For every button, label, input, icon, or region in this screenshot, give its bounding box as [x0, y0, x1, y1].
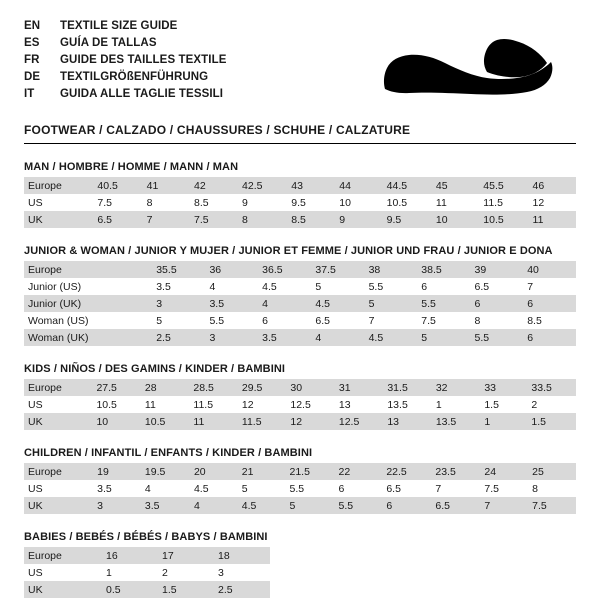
size-cell: 35.5	[152, 261, 205, 278]
language-row	[24, 69, 227, 85]
size-cell: 29.5	[238, 379, 286, 396]
table-row	[24, 413, 576, 430]
section-title: MAN / HOMBRE / HOMME / MANN / MAN	[24, 161, 239, 173]
size-cell: 30	[286, 379, 334, 396]
table-row	[24, 211, 576, 228]
size-cell: 38.5	[417, 261, 470, 278]
size-cell: 5	[365, 295, 418, 312]
size-cell: 31	[335, 379, 383, 396]
section-title: CHILDREN / INFANTIL / ENFANTS / KINDER / BAMBINI	[24, 447, 313, 459]
row-label: Europe	[24, 463, 93, 480]
size-cell: 11	[529, 211, 576, 228]
size-cell: 42.5	[238, 177, 287, 194]
size-cell: 32	[432, 379, 480, 396]
size-cell: 3	[205, 329, 258, 346]
size-cell	[101, 312, 152, 329]
dress-shoe-icon	[379, 32, 554, 107]
size-cell: 4	[190, 497, 238, 514]
size-table	[24, 463, 576, 514]
size-table	[24, 379, 576, 430]
size-cell: 4.5	[238, 497, 286, 514]
size-cell: 25	[528, 463, 576, 480]
size-cell: 9.5	[287, 194, 335, 211]
size-cell: 28.5	[189, 379, 237, 396]
language-row	[24, 35, 227, 51]
size-cell: 43	[287, 177, 335, 194]
size-cell: 6	[417, 278, 470, 295]
language-code: EN	[24, 20, 41, 32]
size-cell: 6	[335, 480, 383, 497]
category-title: FOOTWEAR / CALZADO / CHAUSSURES / SCHUHE / CALZATURE	[24, 123, 411, 137]
size-cell: 23.5	[431, 463, 480, 480]
size-cell: 7	[431, 480, 480, 497]
size-cell: 5	[417, 329, 470, 346]
size-cell: 44.5	[383, 177, 432, 194]
size-cell: 36	[205, 261, 258, 278]
size-cell: 41	[143, 177, 190, 194]
size-cell: 4	[311, 329, 364, 346]
size-cell: 8.5	[523, 312, 576, 329]
language-code: DE	[24, 71, 41, 83]
size-table	[24, 261, 576, 346]
size-cell: 33	[480, 379, 527, 396]
size-cell: 6	[471, 295, 524, 312]
size-cell	[101, 329, 152, 346]
size-cell: 10	[335, 194, 382, 211]
size-cell: 13	[335, 396, 383, 413]
size-cell: 5.5	[205, 312, 258, 329]
size-cell: 4.5	[365, 329, 418, 346]
row-label: Junior (UK)	[24, 295, 101, 312]
size-cell: 8	[143, 194, 190, 211]
size-cell: 6	[382, 497, 431, 514]
size-cell: 10	[432, 211, 479, 228]
size-cell: 7.5	[93, 194, 142, 211]
size-cell: 1.5	[158, 581, 214, 598]
size-cell: 31.5	[383, 379, 431, 396]
size-cell: 44	[335, 177, 382, 194]
size-cell: 4.5	[258, 278, 311, 295]
size-cell: 8.5	[190, 194, 238, 211]
size-cell: 9.5	[383, 211, 432, 228]
size-cell: 6.5	[311, 312, 364, 329]
size-cell: 42	[190, 177, 238, 194]
table-row	[24, 396, 576, 413]
size-cell: 5.5	[335, 497, 383, 514]
table-row	[24, 480, 576, 497]
size-cell: 28	[141, 379, 189, 396]
size-cell: 1	[102, 564, 158, 581]
row-label: Woman (UK)	[24, 329, 101, 346]
language-code: ES	[24, 37, 40, 49]
size-cell: 10	[92, 413, 140, 430]
size-cell: 27.5	[92, 379, 140, 396]
size-cell: 7	[365, 312, 418, 329]
size-cell: 7.5	[528, 497, 576, 514]
size-cell: 3	[93, 497, 141, 514]
size-cell: 4	[205, 278, 258, 295]
size-cell: 1	[480, 413, 527, 430]
size-cell: 7.5	[417, 312, 470, 329]
size-cell: 21.5	[286, 463, 335, 480]
size-cell: 2.5	[152, 329, 205, 346]
size-cell: 4.5	[190, 480, 238, 497]
row-label: Europe	[24, 177, 93, 194]
size-cell: 8	[528, 480, 576, 497]
table-row	[24, 177, 576, 194]
size-cell: 6	[523, 329, 576, 346]
size-cell: 12	[286, 413, 334, 430]
size-cell: 2	[158, 564, 214, 581]
size-cell: 4	[141, 480, 190, 497]
size-cell: 5.5	[286, 480, 335, 497]
size-cell: 12.5	[286, 396, 334, 413]
size-cell: 10.5	[479, 211, 528, 228]
size-cell: 12	[529, 194, 576, 211]
size-cell	[101, 278, 152, 295]
size-cell: 9	[335, 211, 382, 228]
size-cell: 6	[258, 312, 311, 329]
size-cell: 45	[432, 177, 479, 194]
size-cell: 7.5	[190, 211, 238, 228]
size-cell: 38	[365, 261, 418, 278]
row-label: UK	[24, 581, 102, 598]
language-title: GUIDE DES TAILLES TEXTILE	[60, 54, 227, 66]
size-section	[24, 161, 576, 228]
size-cell: 5	[311, 278, 364, 295]
language-title: GUÍA DE TALLAS	[60, 37, 157, 49]
table-row	[24, 497, 576, 514]
row-label: Junior (US)	[24, 278, 101, 295]
row-label: UK	[24, 413, 92, 430]
table-row	[24, 564, 270, 581]
size-cell: 2.5	[214, 581, 270, 598]
size-cell: 1	[432, 396, 480, 413]
size-cell: 17	[158, 547, 214, 564]
size-section	[24, 447, 576, 514]
language-title-list	[24, 18, 227, 102]
size-cell: 6.5	[93, 211, 142, 228]
size-cell: 40.5	[93, 177, 142, 194]
row-label: US	[24, 396, 92, 413]
size-cell: 11	[189, 413, 237, 430]
size-cell: 7	[523, 278, 576, 295]
size-cell: 36.5	[258, 261, 311, 278]
size-cell	[101, 295, 152, 312]
size-cell: 5.5	[471, 329, 524, 346]
size-cell: 45.5	[479, 177, 528, 194]
language-row	[24, 52, 227, 68]
size-cell: 10.5	[92, 396, 140, 413]
header-divider	[24, 143, 576, 144]
size-cell: 10.5	[141, 413, 189, 430]
size-cell: 11	[141, 396, 189, 413]
row-label: US	[24, 480, 93, 497]
size-cell: 3	[152, 295, 205, 312]
size-tables-container	[24, 161, 576, 598]
size-cell: 10.5	[383, 194, 432, 211]
size-cell: 3.5	[205, 295, 258, 312]
language-code: FR	[24, 54, 40, 66]
size-cell: 11.5	[238, 413, 286, 430]
row-label: Woman (US)	[24, 312, 101, 329]
language-row	[24, 86, 227, 102]
section-title: KIDS / NIÑOS / DES GAMINS / KINDER / BAMBINI	[24, 363, 286, 375]
row-label: US	[24, 564, 102, 581]
table-row	[24, 295, 576, 312]
size-cell: 12	[238, 396, 286, 413]
size-cell: 3.5	[93, 480, 141, 497]
size-cell: 3.5	[258, 329, 311, 346]
size-cell: 7	[143, 211, 190, 228]
size-cell: 3	[214, 564, 270, 581]
size-cell: 7	[480, 497, 528, 514]
size-cell: 11.5	[479, 194, 528, 211]
size-cell: 9	[238, 194, 287, 211]
size-cell: 20	[190, 463, 238, 480]
size-section	[24, 245, 576, 346]
size-table	[24, 547, 270, 598]
language-code: IT	[24, 88, 35, 100]
row-label: Europe	[24, 379, 92, 396]
size-cell: 13.5	[383, 396, 431, 413]
size-cell: 8	[238, 211, 287, 228]
size-cell: 22	[335, 463, 383, 480]
table-row	[24, 379, 576, 396]
size-cell: 6.5	[431, 497, 480, 514]
table-row	[24, 312, 576, 329]
size-cell: 5.5	[365, 278, 418, 295]
size-cell: 13	[383, 413, 431, 430]
size-table	[24, 177, 576, 228]
language-row	[24, 18, 227, 34]
size-cell: 22.5	[382, 463, 431, 480]
size-cell: 1.5	[480, 396, 527, 413]
section-title: BABIES / BEBÉS / BÉBÉS / BABYS / BAMBINI	[24, 531, 268, 543]
size-cell: 19.5	[141, 463, 190, 480]
table-row	[24, 581, 270, 598]
size-cell: 13.5	[432, 413, 480, 430]
size-cell: 2	[527, 396, 576, 413]
page-header	[24, 18, 576, 107]
row-label: UK	[24, 497, 93, 514]
size-cell: 21	[238, 463, 286, 480]
size-cell: 1.5	[527, 413, 576, 430]
size-cell: 18	[214, 547, 270, 564]
size-cell: 6	[523, 295, 576, 312]
row-label: Europe	[24, 261, 101, 278]
language-title: GUIDA ALLE TAGLIE TESSILI	[60, 88, 224, 100]
size-cell: 33.5	[527, 379, 576, 396]
size-cell: 4.5	[311, 295, 364, 312]
size-cell: 6.5	[471, 278, 524, 295]
language-title: TEXTILE SIZE GUIDE	[60, 20, 178, 32]
table-row	[24, 329, 576, 346]
table-row	[24, 547, 270, 564]
size-cell: 11	[432, 194, 479, 211]
size-cell: 6.5	[382, 480, 431, 497]
size-cell: 5.5	[417, 295, 470, 312]
size-cell: 5	[238, 480, 286, 497]
size-cell: 37.5	[311, 261, 364, 278]
size-cell: 3.5	[141, 497, 190, 514]
row-label: Europe	[24, 547, 102, 564]
size-cell: 4	[258, 295, 311, 312]
language-title: TEXTILGRÖßENFÜHRUNG	[60, 71, 209, 83]
size-cell: 3.5	[152, 278, 205, 295]
table-row	[24, 278, 576, 295]
size-section	[24, 363, 576, 430]
section-title: JUNIOR & WOMAN / JUNIOR Y MUJER / JUNIOR ET FEMME / JUNIOR UND FRAU / JUNIOR E DONA	[24, 245, 553, 257]
row-label: US	[24, 194, 93, 211]
size-cell: 8	[471, 312, 524, 329]
size-cell: 8.5	[287, 211, 335, 228]
table-row	[24, 463, 576, 480]
size-cell: 5	[286, 497, 335, 514]
size-cell: 16	[102, 547, 158, 564]
size-cell: 11.5	[189, 396, 237, 413]
size-cell: 19	[93, 463, 141, 480]
table-row	[24, 261, 576, 278]
size-cell: 5	[152, 312, 205, 329]
size-cell: 39	[471, 261, 524, 278]
size-cell: 12.5	[335, 413, 383, 430]
size-cell: 40	[523, 261, 576, 278]
size-cell	[101, 261, 152, 278]
size-cell: 24	[480, 463, 528, 480]
size-cell: 46	[529, 177, 576, 194]
size-cell: 0.5	[102, 581, 158, 598]
size-cell: 7.5	[480, 480, 528, 497]
size-section	[24, 531, 576, 598]
table-row	[24, 194, 576, 211]
row-label: UK	[24, 211, 93, 228]
